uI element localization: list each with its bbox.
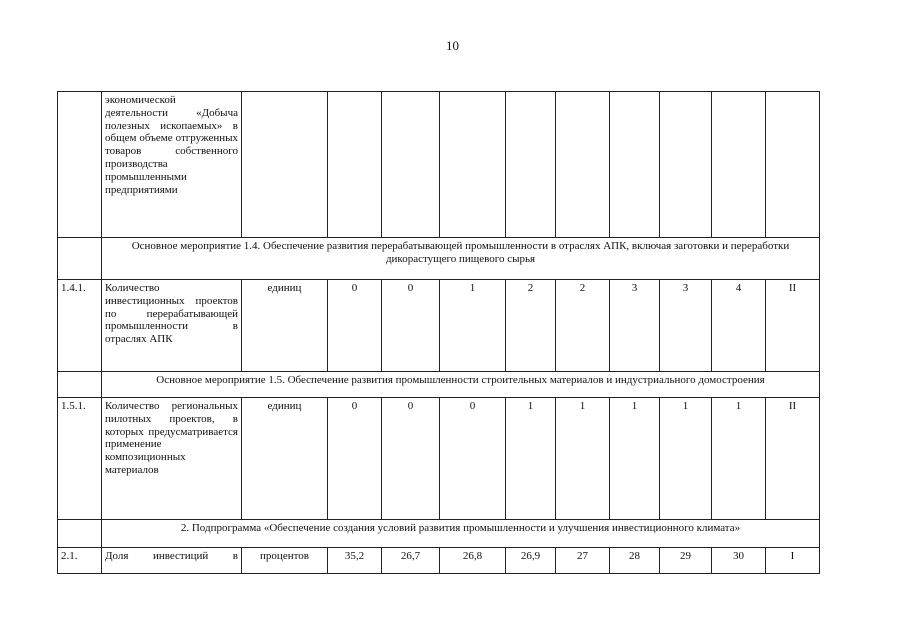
- value-cell: [556, 92, 610, 238]
- indicator-description: Количество инвестиционных проектов по перерабатывающей промышленности в отраслях АПК: [102, 280, 242, 372]
- value-cell: 2: [506, 280, 556, 372]
- value-cell: [440, 92, 506, 238]
- value-cell: 3: [660, 280, 712, 372]
- value-cell: 1: [660, 398, 712, 520]
- value-cell: [506, 92, 556, 238]
- value-cell: II: [766, 280, 820, 372]
- value-cell: 1: [506, 398, 556, 520]
- value-cell: [382, 92, 440, 238]
- value-cell: 29: [660, 548, 712, 574]
- table-row: [58, 280, 820, 372]
- value-cell: 27: [556, 548, 610, 574]
- value-cell: 30: [712, 548, 766, 574]
- row-number: 1.4.1.: [58, 280, 102, 372]
- value-cell: 0: [382, 280, 440, 372]
- table-row: [58, 548, 820, 574]
- value-cell: 1: [556, 398, 610, 520]
- row-number: 1.5.1.: [58, 398, 102, 520]
- value-cell: 0: [382, 398, 440, 520]
- value-cell: [766, 92, 820, 238]
- section-title: Основное мероприятие 1.4. Обеспечение развития перерабатывающей промышленности в отраслях АПК, включая заготовки и переработки дикорастущего пищевого сырья: [102, 238, 820, 280]
- unit-cell: [242, 92, 328, 238]
- section-row: [58, 520, 820, 548]
- row-number-cell: [58, 372, 102, 398]
- value-cell: I: [766, 548, 820, 574]
- value-cell: 1: [610, 398, 660, 520]
- indicators-table: [57, 91, 820, 574]
- section-title: 2. Подпрограмма «Обеспечение создания условий развития промышленности и улучшения инвестиционного климата»: [102, 520, 820, 548]
- value-cell: 0: [328, 398, 382, 520]
- indicator-description: Доля инвестиций в: [102, 548, 242, 574]
- value-cell: 26,9: [506, 548, 556, 574]
- value-cell: 35,2: [328, 548, 382, 574]
- table-row: [58, 398, 820, 520]
- value-cell: [712, 92, 766, 238]
- value-cell: 0: [328, 280, 382, 372]
- value-cell: 0: [440, 398, 506, 520]
- value-cell: 1: [712, 398, 766, 520]
- section-title: Основное мероприятие 1.5. Обеспечение развития промышленности строительных материалов и индустриального домостроения: [102, 372, 820, 398]
- section-row: [58, 238, 820, 280]
- value-cell: [660, 92, 712, 238]
- indicator-description: Количество региональных пилотных проектов, в которых предусматривается применение композиционных материалов: [102, 398, 242, 520]
- page-number: 10: [446, 38, 459, 53]
- row-number-cell: [58, 92, 102, 238]
- row-number-cell: [58, 520, 102, 548]
- value-cell: [328, 92, 382, 238]
- value-cell: 4: [712, 280, 766, 372]
- unit-cell: единиц: [242, 398, 328, 520]
- value-cell: [610, 92, 660, 238]
- value-cell: 1: [440, 280, 506, 372]
- unit-cell: единиц: [242, 280, 328, 372]
- row-number-cell: [58, 238, 102, 280]
- unit-cell: процентов: [242, 548, 328, 574]
- value-cell: 3: [610, 280, 660, 372]
- value-cell: 2: [556, 280, 610, 372]
- section-row: [58, 372, 820, 398]
- value-cell: II: [766, 398, 820, 520]
- value-cell: 26,7: [382, 548, 440, 574]
- row-number: 2.1.: [58, 548, 102, 574]
- indicator-description: экономической деятельности «Добыча полезных ископаемых» в общем объеме отгруженных товаров собственного производства промышленными предприятиями: [102, 92, 242, 238]
- value-cell: 26,8: [440, 548, 506, 574]
- value-cell: 28: [610, 548, 660, 574]
- table-row-continued: [58, 92, 820, 238]
